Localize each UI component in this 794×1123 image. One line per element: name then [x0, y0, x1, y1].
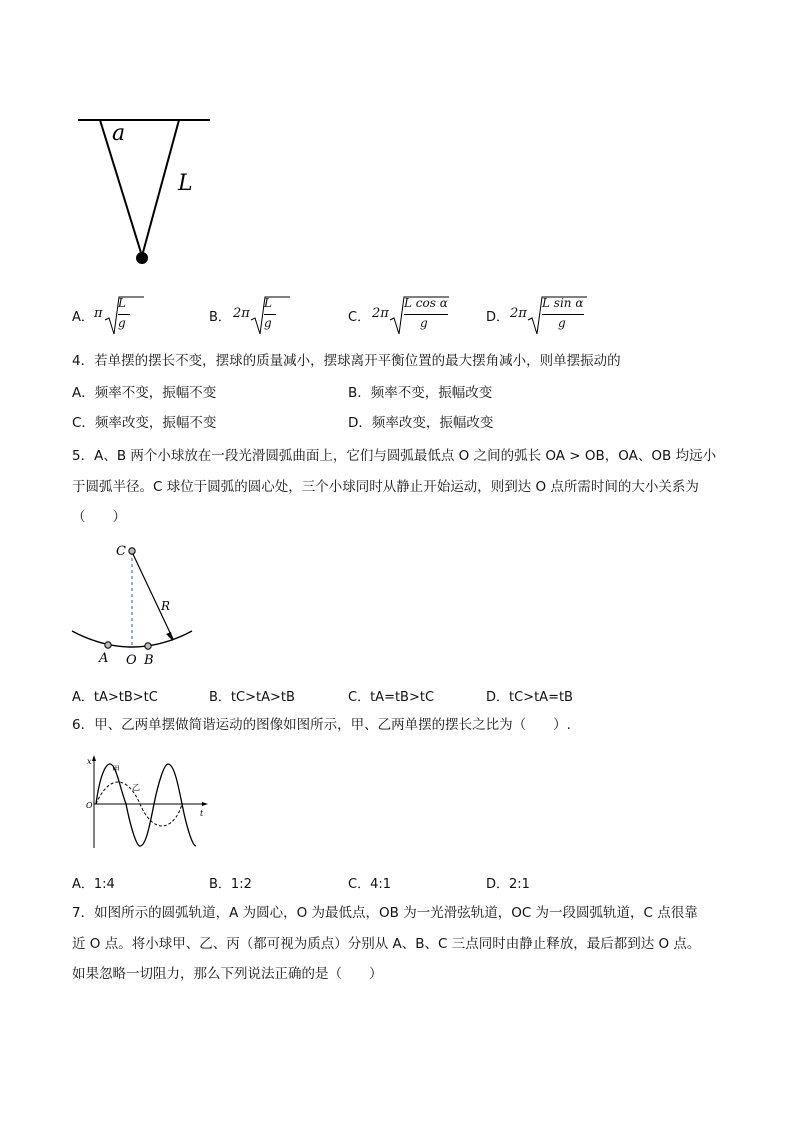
- q7-stem-line-3: 如果忽略一切阻力，那么下列说法正确的是（ ）: [72, 966, 383, 982]
- ball-b: [145, 643, 151, 649]
- option-text: A．tA>tB>tC: [72, 690, 158, 705]
- q4-option-d[interactable]: D．频率改变，振幅改变: [348, 415, 494, 431]
- option-text: C．tA=tB>tC: [348, 690, 435, 705]
- q6-stem: 6．甲、乙两单摆做简谐运动的图像如图所示，甲、乙两单摆的摆长之比为（ ）.: [72, 717, 571, 733]
- q5-option-b[interactable]: [209, 686, 295, 705]
- radius-arrow-line: [132, 552, 173, 639]
- q4-option-c[interactable]: C．频率改变，振幅不变: [72, 415, 217, 431]
- q5-stem-line-2: 于圆弧半径。C 球位于圆弧的圆心处，三个小球同时从静止开始运动，则到达 O 点所需时间的大小关系为: [72, 479, 699, 495]
- option-letter: A．: [72, 310, 94, 325]
- jia-curve: [96, 764, 196, 846]
- q3-option-a[interactable]: [72, 292, 192, 340]
- o-label: O: [86, 801, 93, 810]
- q4-stem: 4．若单摆的摆长不变，摆球的质量减小，摆球离开平衡位置的最大摆角减小，则单摆振动的: [72, 353, 621, 369]
- fraction-bar: [542, 314, 584, 315]
- formula-coef: π: [94, 306, 103, 321]
- q7-stem-line-2: 近 O 点。将小球甲、乙、丙（都可视为质点）分别从 A、B、C 三点同时由静止释放，最后都到达 O 点。: [72, 936, 701, 952]
- c-label: C: [116, 544, 126, 559]
- formula-numerator: L: [118, 296, 126, 310]
- t-axis-arrow-icon: [202, 802, 208, 806]
- a-label: A: [99, 651, 109, 666]
- x-label: x: [87, 757, 92, 766]
- ball-a: [105, 642, 111, 648]
- angle-label: a: [112, 121, 126, 146]
- q6-option-b[interactable]: B．1:2: [209, 877, 252, 892]
- yi-label: 乙: [132, 783, 140, 792]
- formula-numerator: L cos α: [404, 296, 448, 310]
- q5-arc-figure: [66, 538, 216, 670]
- q5-stem-line-1: 5．A、B 两个小球放在一段光滑圆弧曲面上，它们与圆弧最低点 O 之间的弧长 OA > OB，OA、OB 均远小: [72, 448, 717, 464]
- b-label: B: [144, 653, 154, 668]
- q5-option-d[interactable]: [486, 686, 573, 705]
- formula-numerator: L: [264, 296, 272, 310]
- q3-option-d[interactable]: [486, 292, 606, 340]
- q3-options: [0, 292, 794, 340]
- option-text: B．tC>tA>tB: [209, 690, 295, 705]
- option-letter: D．: [486, 310, 510, 325]
- q7-stem-line-1: 7．如图所示的圆弧轨道，A 为圆心，O 为最低点，OB 为一光滑弦轨道，OC 为一段圆弧轨道，C 点很靠: [72, 905, 698, 921]
- o-label: O: [126, 653, 137, 668]
- formula-coef: 2π: [233, 306, 250, 321]
- formula-denominator: g: [118, 316, 126, 330]
- formula-coef: 2π: [372, 306, 389, 321]
- x-axis-arrow-icon: [92, 755, 96, 761]
- fraction-bar: [404, 314, 448, 315]
- q6-option-d[interactable]: D．2:1: [486, 877, 530, 892]
- option-letter: C．: [348, 310, 371, 325]
- jia-label: 甲: [112, 765, 120, 774]
- ball-c: [129, 548, 135, 554]
- bob: [136, 252, 148, 264]
- r-label: R: [161, 599, 171, 613]
- q6-option-c[interactable]: C．4:1: [348, 877, 391, 892]
- q3-option-b[interactable]: [209, 292, 329, 340]
- fraction-bar: [118, 314, 130, 315]
- formula-denominator: g: [558, 316, 566, 330]
- q6-option-a[interactable]: A．1:4: [72, 877, 115, 892]
- length-label: L: [178, 171, 193, 196]
- t-label: t: [200, 809, 204, 818]
- formula-coef: 2π: [510, 306, 527, 321]
- fraction-bar: [264, 314, 276, 315]
- formula-denominator: g: [264, 316, 272, 330]
- q3-pendulum-figure: [70, 110, 220, 275]
- right-string: [142, 120, 179, 256]
- q5-option-a[interactable]: [72, 686, 158, 705]
- q4-option-b[interactable]: B．频率不变，振幅改变: [348, 385, 493, 401]
- q4-option-a[interactable]: A．频率不变，振幅不变: [72, 385, 217, 401]
- q5-stem-line-3: （ ）: [72, 509, 126, 525]
- option-letter: B．: [209, 310, 231, 325]
- q3-option-c[interactable]: [348, 292, 468, 340]
- option-text: D．tC>tA=tB: [486, 690, 573, 705]
- formula-denominator: g: [420, 316, 428, 330]
- q6-oscillation-graph: [82, 752, 212, 852]
- formula-numerator: L sin α: [542, 296, 584, 310]
- arrowhead-icon: [166, 632, 173, 641]
- q5-option-c[interactable]: [348, 686, 434, 705]
